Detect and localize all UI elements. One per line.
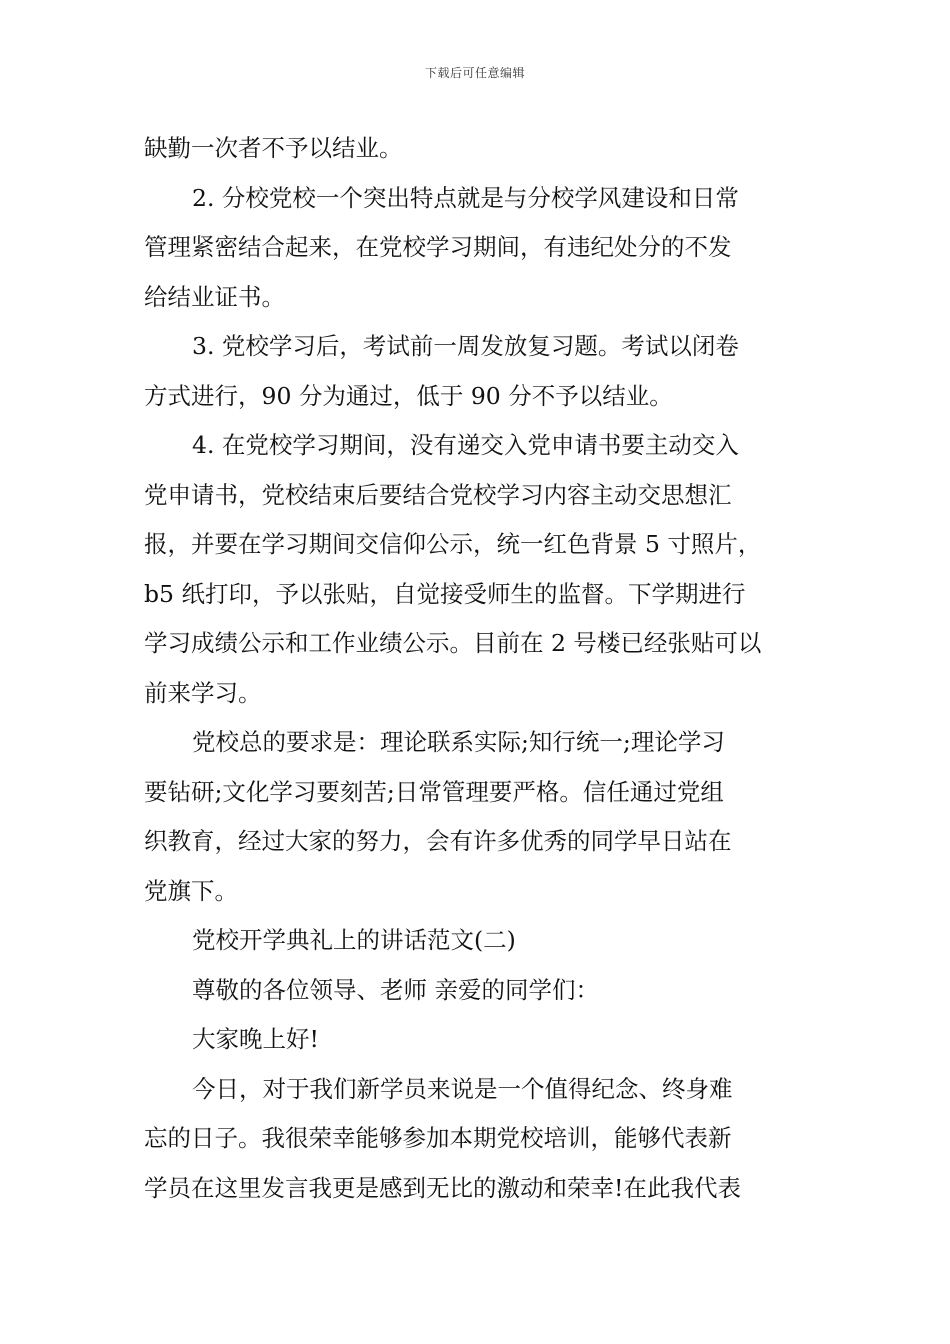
text-line: 报，并要在学习期间交信仰公示，统一红色背景 5 寸照片， xyxy=(144,530,762,558)
text-line: 给结业证书。 xyxy=(144,282,285,311)
text-line: 缺勤一次者不予以结业。 xyxy=(144,134,403,162)
text-line: 前来学习。 xyxy=(144,678,262,707)
text-line: 学员在这里发言我更是感到无比的激动和荣幸!在此我代表 xyxy=(144,1173,741,1202)
text-line: 党申请书，党校结束后要结合党校学习内容主动交思想汇 xyxy=(144,480,732,509)
page-header-note: 下载后可任意编辑 xyxy=(424,66,525,80)
text-line: b5 纸打印，予以张贴，自觉接受师生的监督。下学期进行 xyxy=(144,579,746,608)
text-line: 3. 党校学习后，考试前一周发放复习题。考试以闭卷 xyxy=(192,332,739,360)
text-line: 要钻研;文化学习要刻苦;日常管理要严格。信任通过党组 xyxy=(144,777,724,806)
text-line: 党旗下。 xyxy=(144,876,238,905)
text-line: 尊敬的各位领导、老师 亲爱的同学们： xyxy=(192,975,599,1004)
text-line: 党校开学典礼上的讲话范文(二) xyxy=(192,926,516,954)
text-line: 忘的日子。我很荣幸能够参加本期党校培训，能够代表新 xyxy=(144,1124,732,1152)
text-line: 大家晚上好! xyxy=(192,1025,319,1053)
text-line: 方式进行，90 分为通过，低于 90 分不予以结业。 xyxy=(144,381,673,410)
text-line: 学习成绩公示和工作业绩公示。目前在 2 号楼已经张贴可以 xyxy=(144,629,762,657)
text-line: 管理紧密结合起来，在党校学习期间，有违纪处分的不发 xyxy=(144,233,732,261)
text-line: 今日，对于我们新学员来说是一个值得纪念、终身难 xyxy=(192,1074,733,1103)
text-line: 2. 分校党校一个突出特点就是与分校学风建设和日常 xyxy=(192,183,739,212)
text-line: 织教育，经过大家的努力，会有许多优秀的同学早日站在 xyxy=(144,827,732,855)
text-line: 党校总的要求是：理论联系实际;知行统一;理论学习 xyxy=(192,728,725,756)
text-line: 4. 在党校学习期间，没有递交入党申请书要主动交入 xyxy=(192,431,739,459)
document-body xyxy=(144,124,816,1213)
